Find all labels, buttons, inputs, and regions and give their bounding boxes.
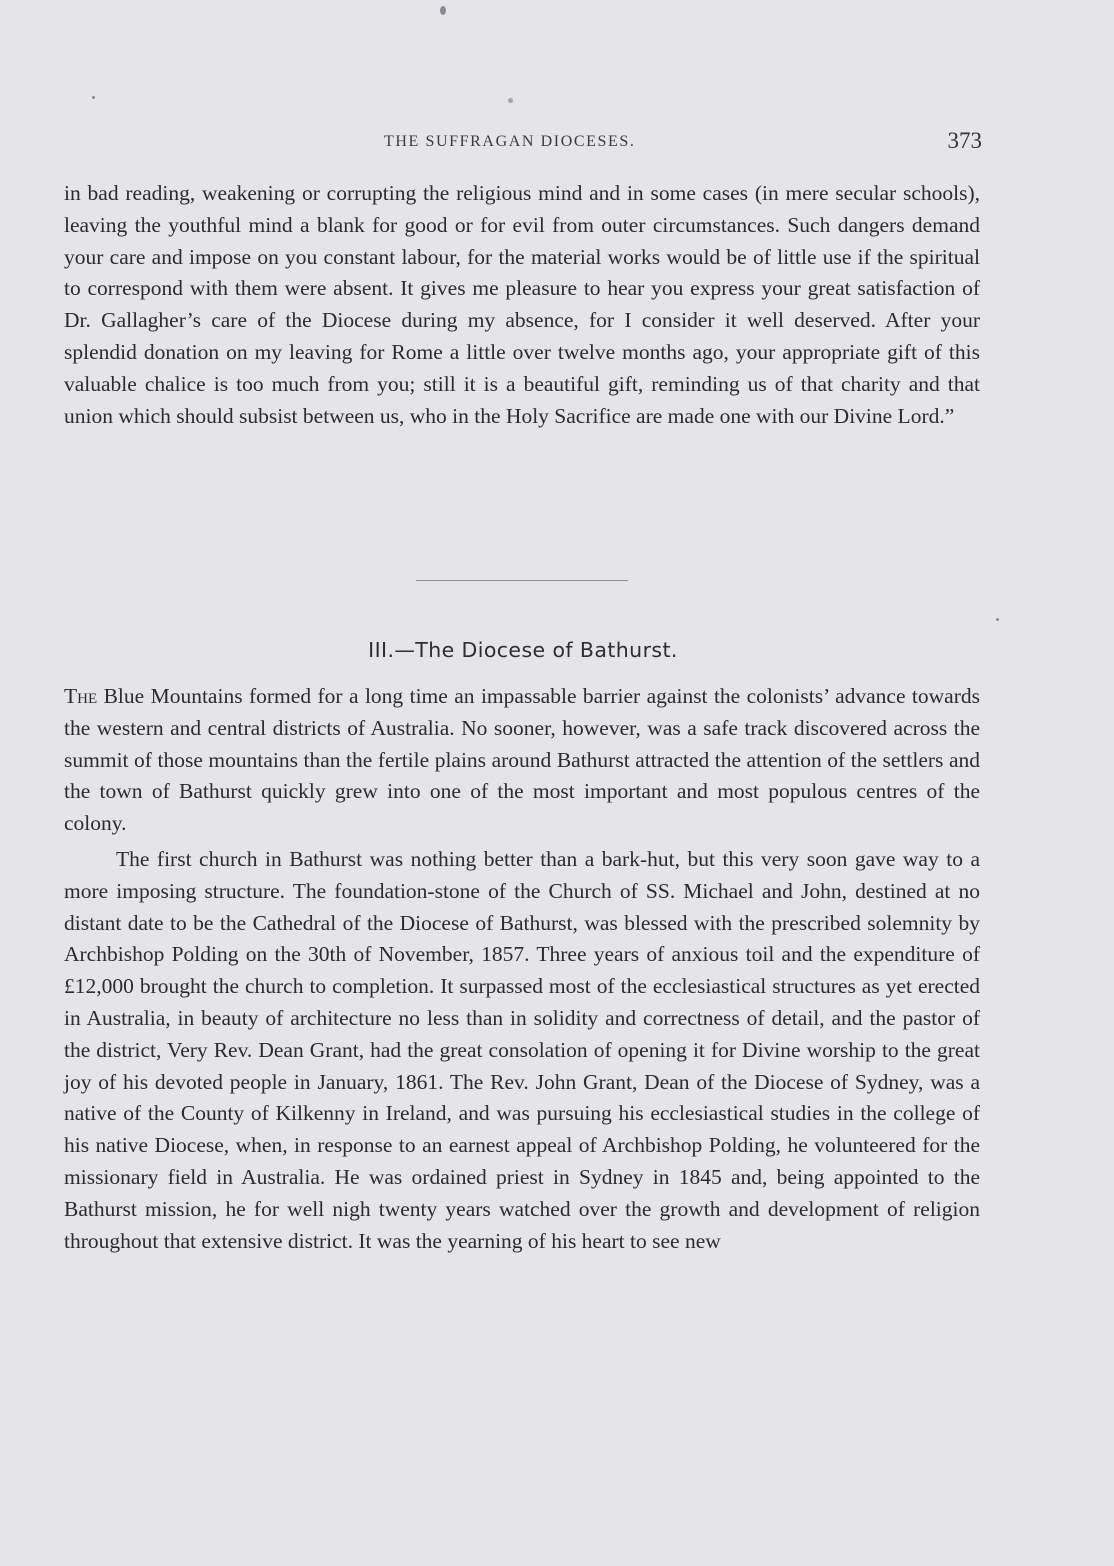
page-number: 373 — [947, 128, 982, 153]
section-divider — [416, 580, 628, 581]
section-heading: III.—The Diocese of Bathurst. — [368, 638, 678, 662]
paper-speck — [508, 98, 513, 103]
paper-speck — [440, 6, 446, 15]
running-header — [64, 128, 982, 158]
running-title: THE SUFFRAGAN DIOCESES. — [384, 133, 636, 150]
paragraph-lead-word: The — [64, 684, 98, 708]
paragraph-blue-mountains — [64, 681, 980, 840]
paper-speck — [996, 618, 999, 621]
paragraph-text: Blue Mountains formed for a long time an impassable barrier against the colonists’ advance towards the western and central districts of Australia. No sooner, however, was a safe track discovered across the summit of those mountains than the fertile plains around Bathurst attracted the attention of the settlers and the town of Bathurst quickly grew into one of the most important and most populous centres of the colony. — [64, 684, 980, 836]
section-body — [64, 681, 980, 1261]
paper-speck — [92, 96, 95, 99]
continuation-paragraph: in bad reading, weakening or corrupting the religious mind and in some cases (in mere secular schools), leaving the youthful mind a blank for good or for evil from outer circumstances. Such dangers demand your care and impose on you constant labour, for the material works would be of little use if the spiritual to correspond with them were absent. It gives me pleasure to hear you express your great satisfaction of Dr. Gallagher’s care of the Diocese during my absence, for I consider it well deserved. After your splendid donation on my leaving for Rome a little over twelve months ago, your appropriate gift of this valuable chalice is too much from you; still it is a beautiful gift, reminding us of that charity and that union which should subsist between us, who in the Holy Sacrifice are made one with our Divine Lord.” — [64, 181, 980, 428]
paragraph-first-church: The first church in Bathurst was nothing better than a bark-hut, but this very soon gave way to a more imposing structure. The foundation-stone of the Church of SS. Michael and John, destined at no distant date to be the Cathedral of the Diocese of Bathurst, was blessed with the prescribed solemnity by Archbishop Polding on the 30th of November, 1857. Three years of anxious toil and the expenditure of £12,000 brought the church to completion. It surpassed most of the ecclesiastical structures as yet erected in Australia, in beauty of architecture no less than in solidity and correctness of detail, and the pastor of the district, Very Rev. Dean Grant, had the great consolation of opening it for Divine worship to the great joy of his devoted people in January, 1861. The Rev. John Grant, Dean of the Diocese of Sydney, was a native of the County of Kilkenny in Ireland, and was pursuing his ecclesiastical studies in the college of his native Diocese, when, in response to an earnest appeal of Archbishop Polding, he volunteered for the missionary field in Australia. He was ordained priest in Sydney in 1845 and, being appointed to the Bathurst mission, he for well nigh twenty years watched over the growth and development of religion throughout that extensive district. It was the yearning of his heart to see new — [64, 846, 980, 1253]
